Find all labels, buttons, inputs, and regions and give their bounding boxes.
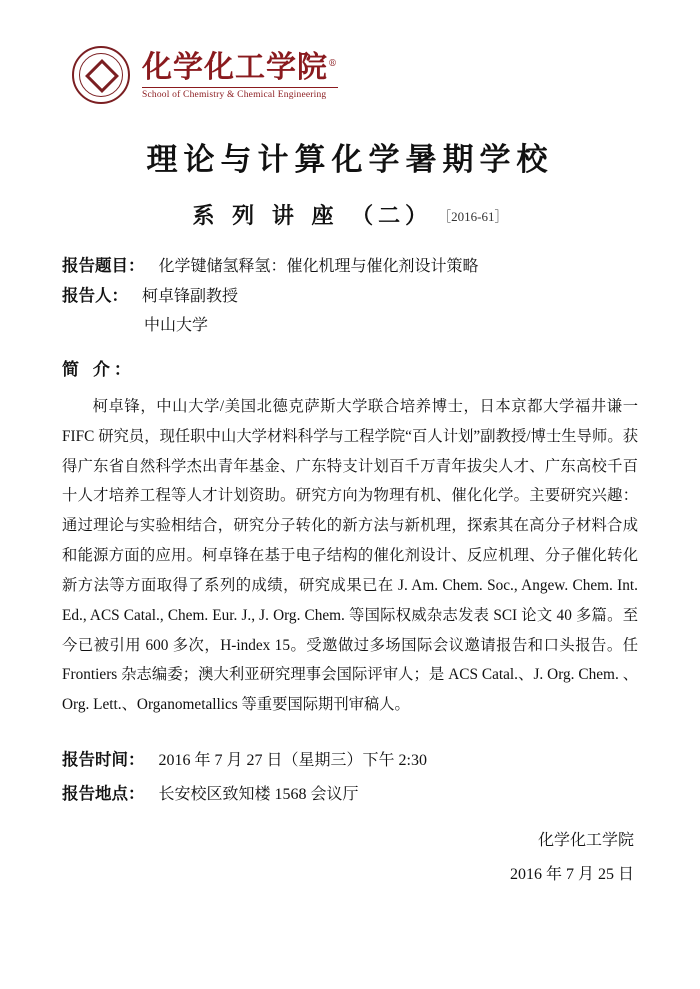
letterhead-wordmark xyxy=(142,51,338,100)
field-row-speaker xyxy=(62,282,638,306)
letterhead-registered-mark: ® xyxy=(328,58,338,69)
letterhead-name-en: School of Chemistry & Chemical Engineering xyxy=(142,87,338,100)
lecture-fields xyxy=(62,252,638,720)
letterhead-name-cn xyxy=(142,51,338,84)
speaker-label: 报告人： xyxy=(62,286,128,305)
time-value: 2016 年 7 月 27 日（星期三）下午 2:30 xyxy=(158,752,427,770)
field-row-topic xyxy=(62,252,638,276)
topic-value: 化学键储氢释氢：催化机理与催化剂设计策略 xyxy=(158,258,479,275)
letterhead-name-cn-text: 化学化工学院 xyxy=(142,49,328,85)
topic-label: 报告题目： xyxy=(62,256,145,275)
signoff xyxy=(62,824,638,891)
intro-text: 柯卓锋，中山大学/美国北德克萨斯大学联合培养博士，日本京都大学福井谦一 FIFC 研究员，现任职中山大学材料科学与工程学院“百人计划”副教授/博士生导师。获得广东省自然科学杰出青年基金、广东特支计划百千万青年拔尖人才、广东高校千百十人才培养工程等人才计划资助。研究方向为物理有机、催化化学。主要研究兴趣：通过理论与实验相结合，研究分子转化的新方法与新机理，探索其在高分子材料合成和能源方面的应用。柯卓锋在基于电子结构的催化剂设计、反应机理、分子催化转化新方法等方面取得了系列的成绩，研究成果已在 J. Am. Chem. Soc., Angew. Chem. Int. Ed., ACS Catal., Chem. Eur. J., J. Org. Chem. 等国际权威杂志发表 SCI 论文 40 多篇。至今已被引用 600 多次，H-index 15。受邀做过多场国际会议邀请报告和口头报告。任 Frontiers 杂志编委；澳大利亚研究理事会国际评审人；是 ACS Catal.、J. Org. Chem. 、Org. Lett.、Organometallics 等重要国际期刊审稿人。 xyxy=(62,398,638,714)
intro-label: 简 介： xyxy=(62,360,135,380)
place-label: 报告地点： xyxy=(62,784,145,804)
field-row-time xyxy=(62,746,638,770)
letterhead xyxy=(62,0,638,104)
subtitle-row xyxy=(62,199,638,230)
document-number: ［2016-61］ xyxy=(438,209,508,224)
time-label: 报告时间： xyxy=(62,750,145,770)
lecture-logistics xyxy=(62,746,638,804)
field-row-place xyxy=(62,780,638,804)
page-subtitle: 系 列 讲 座 （二） xyxy=(192,203,433,229)
university-seal-icon xyxy=(72,46,130,104)
affiliation-value: 中山大学 xyxy=(144,317,209,334)
place-value: 长安校区致知楼 1568 会议厅 xyxy=(158,786,359,804)
speaker-value: 柯卓锋副教授 xyxy=(142,288,239,305)
signoff-date: 2016 年 7 月 25 日 xyxy=(509,865,634,883)
signoff-org: 化学化工学院 xyxy=(537,832,634,850)
page-title: 理论与计算化学暑期学校 xyxy=(146,142,554,178)
